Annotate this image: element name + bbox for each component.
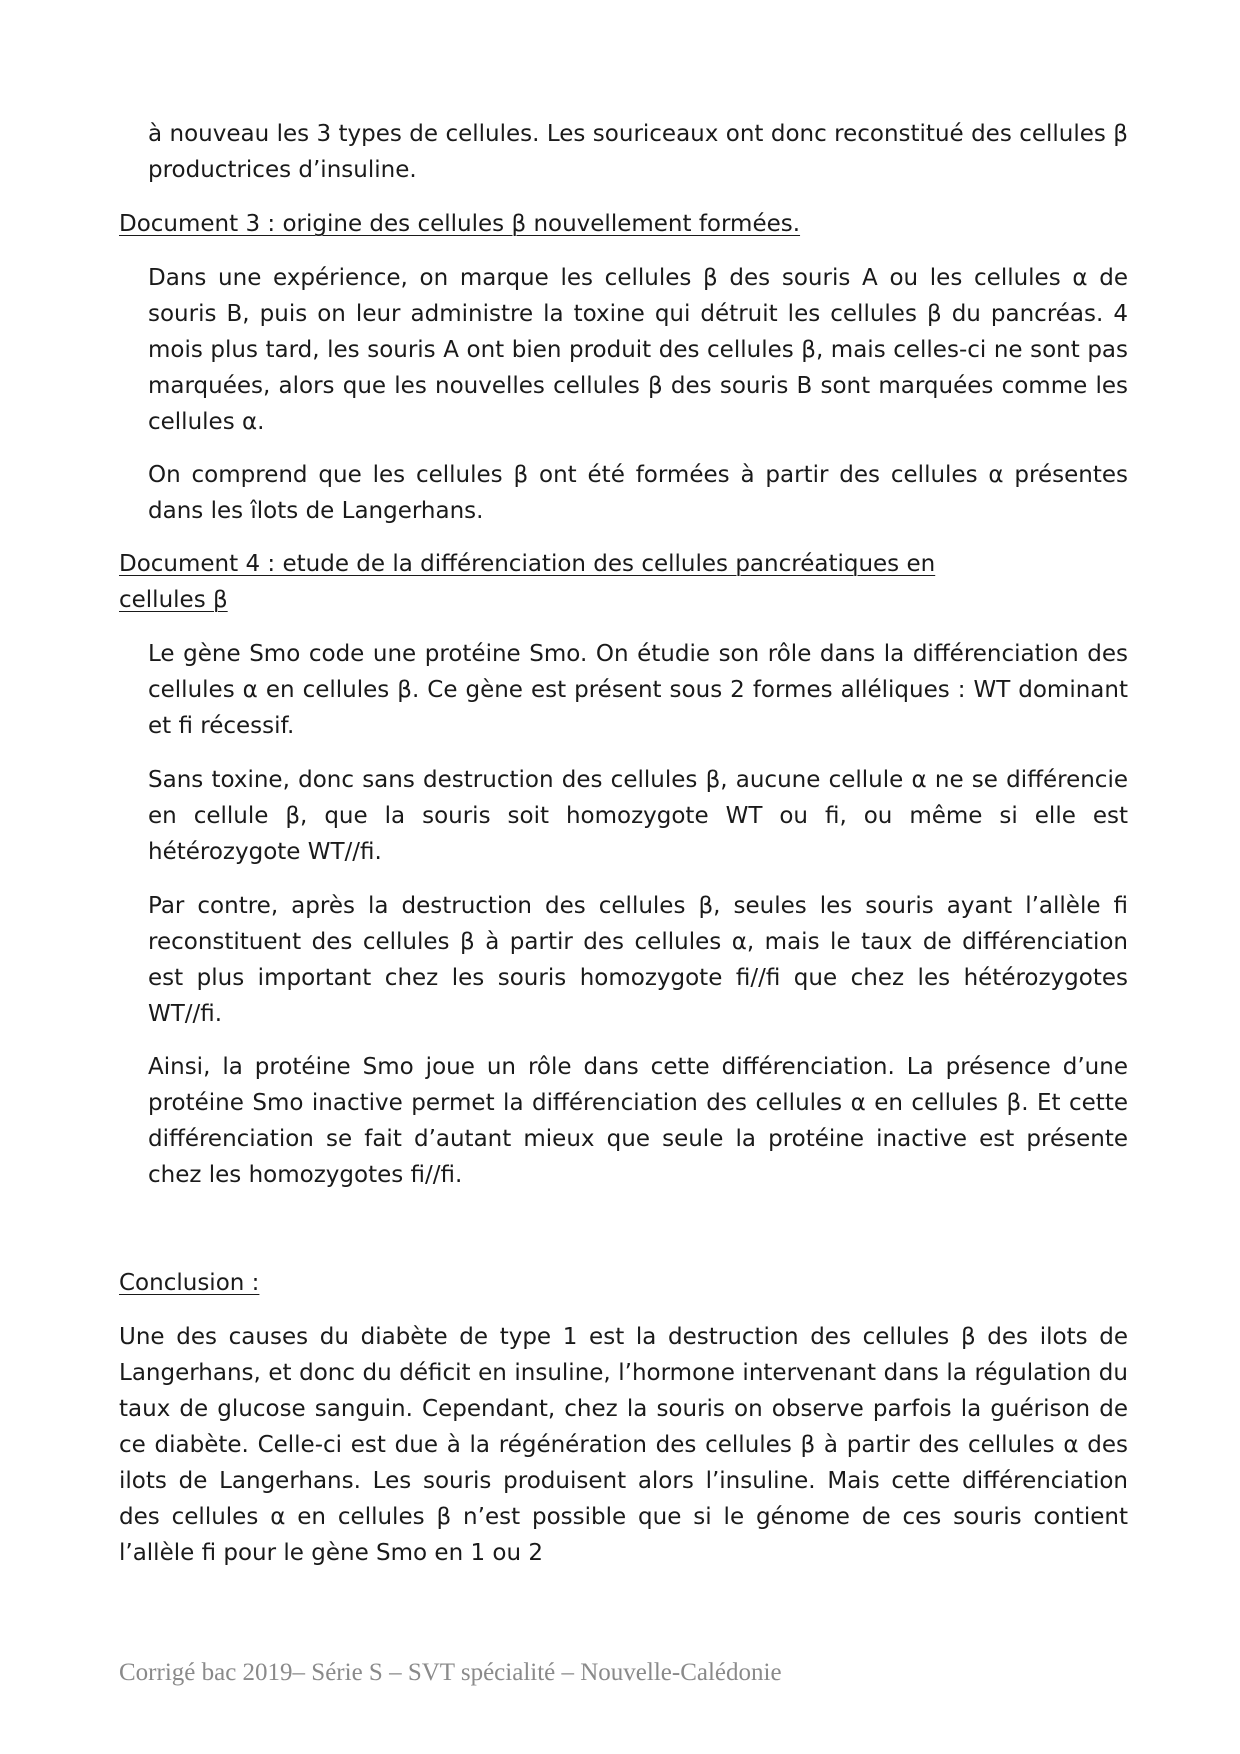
document-4-heading-line-1: Document 4 : etude de la différenciation des cellules pancréatiques en (119, 551, 936, 577)
document-4-paragraph-3: Par contre, après la destruction des cellules β, seules les souris ayant l’allèle fi reconstituent des cellules β à partir des cellules α, mais le taux de différenciation est plus important chez les souris homozygote fi//fi que chez les hétérozygotes WT//fi. (148, 893, 1128, 1027)
intro-paragraph: à nouveau les 3 types de cellules. Les souriceaux ont donc reconstitué des cellules β productrices d’insuline. (148, 121, 1128, 183)
document-3-heading: Document 3 : origine des cellules β nouvellement formées. (119, 211, 801, 237)
page-footer: Corrigé bac 2019– Série S – SVT spécialité – Nouvelle-Calédonie (119, 1659, 782, 1686)
conclusion-heading: Conclusion : (119, 1270, 260, 1296)
document-4-paragraph-4: Ainsi, la protéine Smo joue un rôle dans cette différenciation. La présence d’une protéine Smo inactive permet la différenciation des cellules α en cellules β. Et cette différenciation se fait d’autant mieux que seule la protéine inactive est présente chez les homozygotes fi//fi. (148, 1054, 1128, 1188)
document-4-heading-line-2: cellules β (119, 587, 228, 613)
document-4-paragraph-2: Sans toxine, donc sans destruction des cellules β, aucune cellule α ne se différencie en cellule β, que la souris soit homozygote WT ou fi, ou même si elle est hétérozygote WT//fi. (148, 767, 1128, 865)
conclusion-paragraph: Une des causes du diabète de type 1 est la destruction des cellules β des ilots de Langerhans, et donc du déficit en insuline, l’hormone intervenant dans la régulation du taux de glucose sanguin. Cependant, chez la souris on observe parfois la guérison de ce diabète. Celle-ci est due à la régénération des cellules β à partir des cellules α des ilots de Langerhans. Les souris produisent alors l’insuline. Mais cette différenciation des cellules α en cellules β n’est possible que si le génome de ces souris contient l’allèle fi pour le gène Smo en 1 ou 2 (119, 1324, 1128, 1566)
document-3-paragraph-1: Dans une expérience, on marque les cellules β des souris A ou les cellules α de souris B, puis on leur administre la toxine qui détruit les cellules β du pancréas. 4 mois plus tard, les souris A ont bien produit des cellules β, mais celles-ci ne sont pas marquées, alors que les nouvelles cellules β des souris B sont marquées comme les cellules α. (148, 265, 1128, 435)
document-3-paragraph-2: On comprend que les cellules β ont été formées à partir des cellules α présentes dans les îlots de Langerhans. (148, 462, 1128, 524)
document-4-paragraph-1: Le gène Smo code une protéine Smo. On étudie son rôle dans la différenciation des cellules α en cellules β. Ce gène est présent sous 2 formes alléliques : WT dominant et fi récessif. (148, 641, 1128, 739)
